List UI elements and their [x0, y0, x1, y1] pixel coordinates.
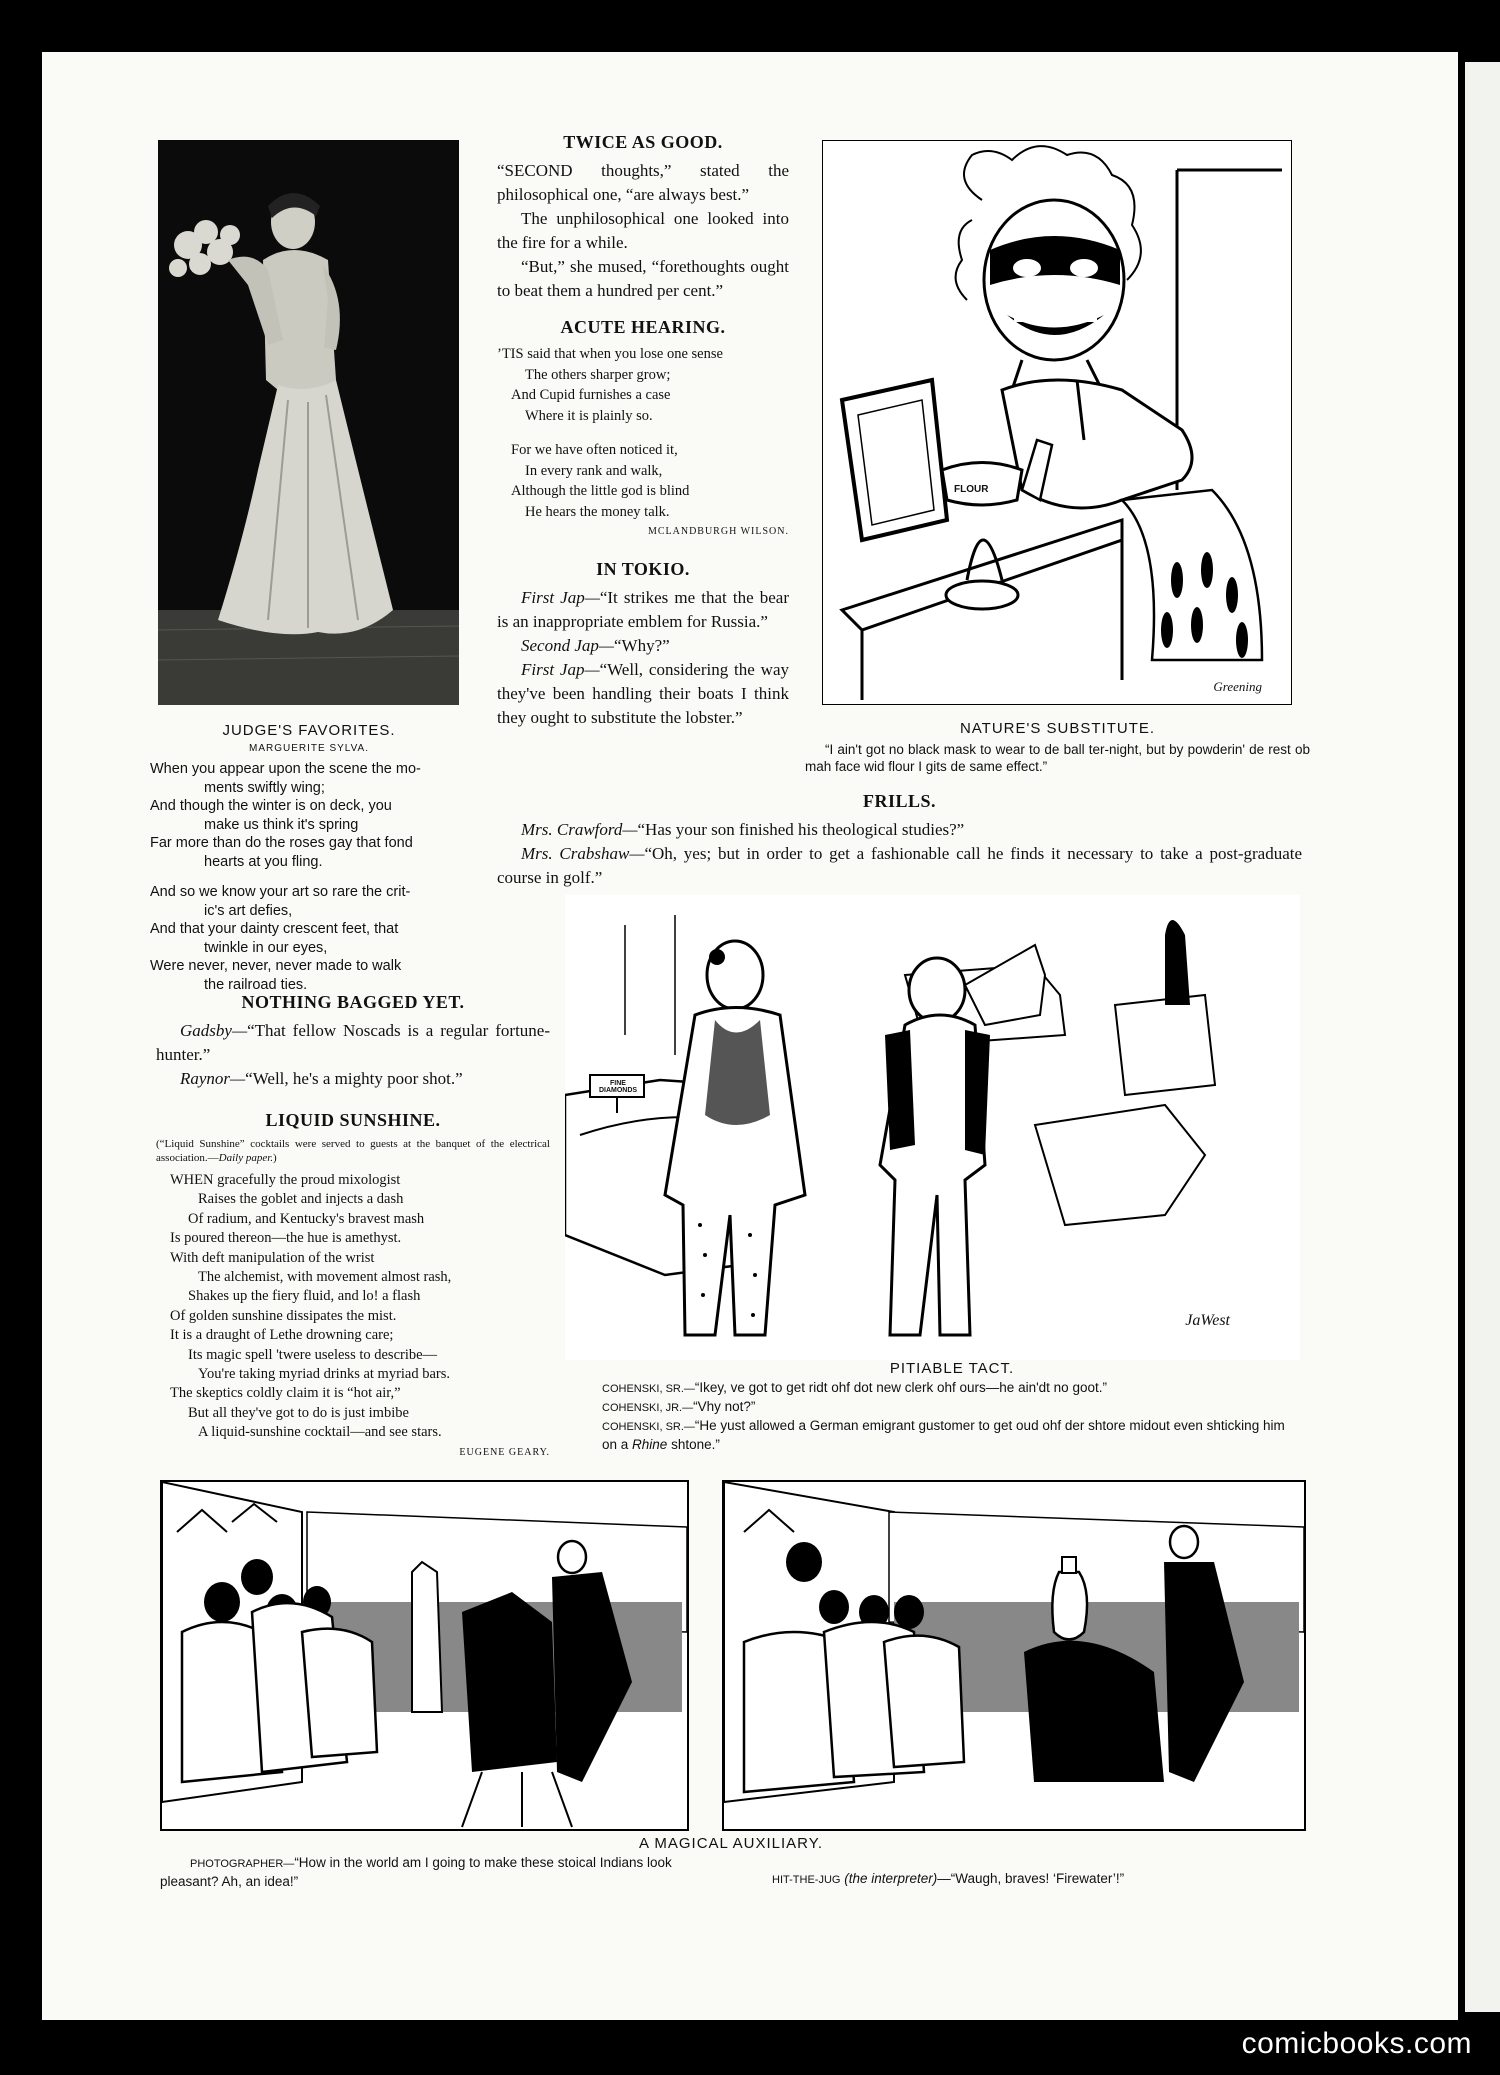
artist-signature: Greening: [1213, 679, 1262, 694]
speaker: Mrs. Crabshaw—: [521, 844, 645, 863]
tokio-line-1: First Jap—“It strikes me that the bear is an inappropriate emblem for Russia.”: [497, 587, 789, 631]
nothing-line-1: Gadsby—“That fellow Noscads is a regular fortune-hunter.”: [156, 1021, 550, 1064]
caption-line: COHENSKI, SR.—“Ikey, ve got to get ridt ohf dot new clerk ohf ours—he ain'dt no goot.”: [602, 1380, 1107, 1395]
poem-line: It is a draught of Lethe drowning care;: [170, 1327, 394, 1344]
caption-line: COHENSKI, SR.—“He yust allowed a German emigrant gustomer to get oud ohf der shtore midout even shticking him on a Rhine shtone.”: [602, 1418, 1285, 1452]
liquid-sunshine-note: (“Liquid Sunshine” cocktails were served to guests at the banquet of the electrical association.—Daily paper.): [156, 1138, 550, 1164]
flour-bowl-label: FLOUR: [954, 484, 989, 495]
speaker: Second Jap—: [521, 635, 615, 655]
twice-p1: “SECOND thoughts,” stated the philosophical one, “are always best.”: [497, 161, 789, 204]
pitiable-tact-title: PITIABLE TACT.: [889, 1360, 1015, 1377]
poem-line: The skeptics coldly claim it is “hot air,”: [170, 1385, 401, 1402]
tokio-line-3: First Jap—“Well, considering the way they've been handling their boats I think they ought to substitute the lobster.”: [497, 659, 789, 727]
speaker: First Jap—: [521, 659, 600, 679]
facing-page-edge: [1462, 62, 1500, 2012]
poem-line: Is poured thereon—the hue is amethyst.: [170, 1230, 402, 1247]
pitiable-tact-caption: [602, 1379, 1302, 1453]
poem-line: And though the winter is on deck, you: [150, 798, 392, 814]
poem-line: A liquid-sunshine cocktail—and see stars.: [198, 1424, 442, 1441]
acute-hearing-author: MCLANDBURGH WILSON.: [647, 526, 789, 537]
poem-line: Although the little god is blind: [511, 483, 690, 499]
magical-auxiliary-caption-left: PHOTOGRAPHER—“How in the world am I going to make these stoical Indians look pleasant? Ah, an idea!”: [160, 1855, 672, 1889]
poem-line: the railroad ties.: [204, 976, 308, 993]
poem-line: Shakes up the fiery fluid, and lo! a flash: [188, 1288, 421, 1305]
poem-line: The others sharper grow;: [525, 366, 671, 383]
poem-line: Its magic spell 'twere useless to describe—: [188, 1346, 438, 1363]
poem-line: You're taking myriad drinks at myriad bars.: [198, 1366, 451, 1383]
frills-title: FRILLS.: [862, 791, 937, 811]
poem-line: And Cupid furnishes a case: [511, 387, 671, 403]
poem-line: Raises the goblet and injects a dash: [198, 1191, 404, 1208]
liquid-sunshine-poem: [156, 1171, 550, 1462]
acute-hearing-poem: [497, 344, 789, 543]
in-tokio-title: IN TOKIO.: [596, 558, 690, 579]
frills-line-2: Mrs. Crabshaw—“Oh, yes; but in order to get a fashionable call he finds it necessary to take a post-graduate course in golf.”: [497, 844, 1303, 887]
judges-favorites-title: JUDGE'S FAVORITES.: [222, 722, 396, 739]
poem-line: Of golden sunshine dissipates the mist.: [170, 1307, 397, 1324]
poem-line: twinkle in our eyes,: [204, 939, 328, 956]
poem-line: hearts at you fling.: [204, 853, 323, 870]
poem-line: When you appear upon the scene the mo-: [150, 761, 421, 777]
frills-line-1: Mrs. Crawford—“Has your son finished his theological studies?”: [521, 820, 965, 839]
artist-signature: JaWest: [1185, 1312, 1230, 1329]
nothing-bagged-title: NOTHING BAGGED YET.: [241, 992, 465, 1012]
poem-line: And that your dainty crescent feet, that: [150, 921, 399, 937]
tokio-line-2: Second Jap—“Why?”: [521, 635, 670, 655]
poem-line: Where it is plainly so.: [525, 407, 653, 424]
natures-substitute-title: NATURE'S SUBSTITUTE.: [959, 720, 1156, 737]
natures-substitute-caption: “I ain't got no black mask to wear to de ball ter-night, but by powderin' de rest ob mah face wid flour I gits de same effect.”: [805, 742, 1310, 774]
natures-substitute-cartoon: [822, 140, 1292, 705]
speaker: First Jap—: [521, 587, 600, 607]
speaker: Gadsby—: [180, 1021, 248, 1040]
magical-auxiliary-panel-right: [722, 1480, 1306, 1831]
poem-line: He hears the money talk.: [525, 503, 670, 520]
speaker: Raynor—: [180, 1069, 246, 1088]
poem-line: ic's art defies,: [204, 902, 293, 919]
poem-line: Far more than do the roses gay that fond: [150, 835, 413, 851]
judges-favorites-subject: MARGUERITE SYLVA.: [249, 743, 369, 754]
diamonds-sign: FINE DIAMONDS: [598, 1080, 638, 1094]
nothing-line-2: Raynor—“Well, he's a mighty poor shot.”: [180, 1069, 463, 1088]
poem-line: ments swiftly wing;: [204, 779, 325, 796]
magical-auxiliary-panel-left: [160, 1480, 689, 1831]
poem-line: Of radium, and Kentucky's bravest mash: [188, 1210, 425, 1227]
speaker: Mrs. Crawford—: [521, 820, 638, 839]
twice-as-good-title: TWICE AS GOOD.: [563, 132, 723, 152]
magical-auxiliary-title: A MAGICAL AUXILIARY.: [639, 1835, 823, 1852]
twice-p2: The unphilosophical one looked into the fire for a while.: [497, 209, 789, 252]
site-watermark: comicbooks.com: [1241, 2027, 1472, 2060]
judges-favorites-poem: [150, 760, 468, 994]
caption-line: COHENSKI, JR.—“Vhy not?”: [602, 1399, 756, 1414]
poem-line: And so we know your art so rare the crit-: [150, 884, 411, 900]
acute-hearing-title: ACUTE HEARING.: [560, 317, 726, 337]
liquid-sunshine-author: EUGENE GEARY.: [459, 1446, 550, 1458]
twice-p3: “But,” she mused, “forethoughts ought to beat them a hundred per cent.”: [497, 257, 789, 300]
poem-line: But all they've got to do is just imbibe: [188, 1404, 409, 1421]
poem-line: The alchemist, with movement almost rash,: [198, 1269, 452, 1286]
poem-line: With deft manipulation of the wrist: [170, 1249, 375, 1266]
poem-line: ’TIS said that when you lose one sense: [497, 346, 723, 362]
poem-line: WHEN gracefully the proud mixologist: [170, 1172, 401, 1188]
portrait-photo: [158, 140, 459, 705]
liquid-sunshine-title: LIQUID SUNSHINE.: [265, 1110, 441, 1130]
poem-line: Were never, never, never made to walk: [150, 958, 402, 974]
poem-line: For we have often noticed it,: [511, 442, 678, 458]
magical-auxiliary-caption-right: HIT-THE-JUG (the interpreter)—“Waugh, braves! ‘Firewater’!”: [772, 1871, 1125, 1886]
pitiable-tact-cartoon: [565, 895, 1300, 1360]
poem-line: make us think it's spring: [204, 816, 359, 833]
poem-line: In every rank and walk,: [525, 462, 663, 479]
